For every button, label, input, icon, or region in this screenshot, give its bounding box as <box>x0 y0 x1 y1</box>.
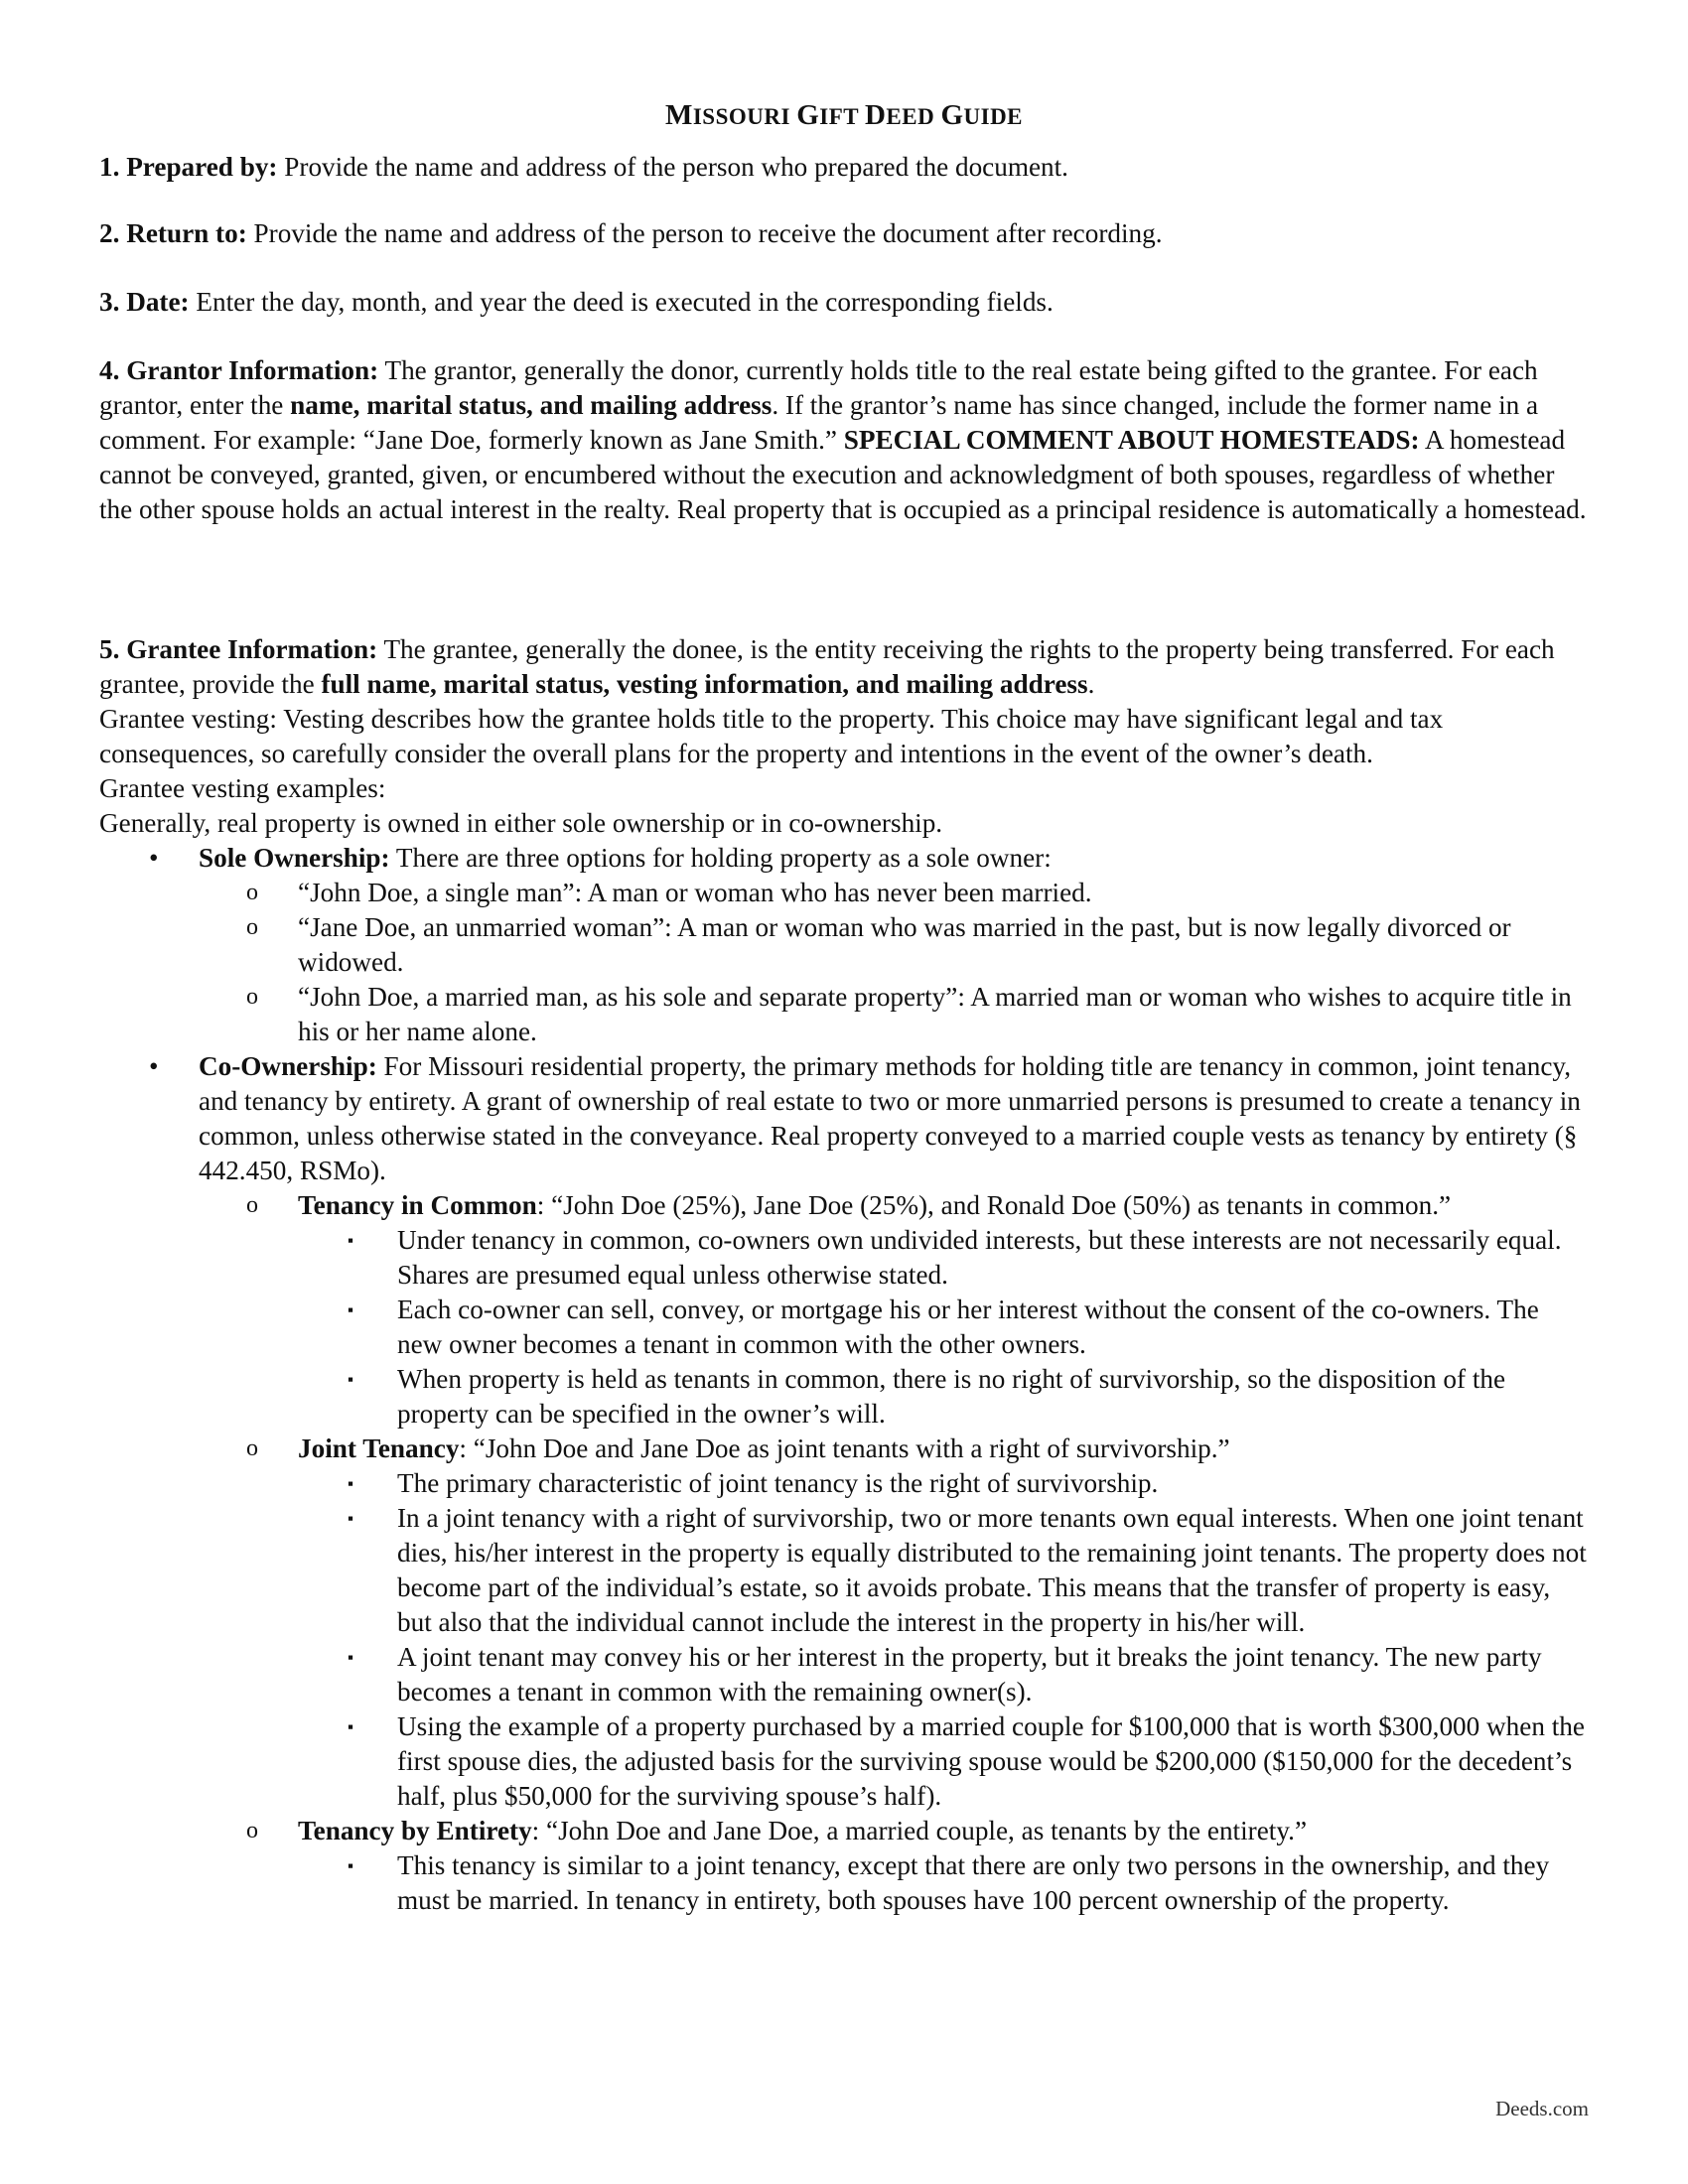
list-item: ▪ The primary characteristic of joint tenancy is the right of survivorship. <box>348 1468 1159 1498</box>
ownership-intro: Generally, real property is owned in either sole ownership or in co-ownership. <box>99 808 943 838</box>
list-item-tenancy-by-entirety: o Tenancy by Entirety: “John Doe and Jane Doe, a married couple, as tenants by the entirety.” <box>246 1816 1308 1845</box>
section-prepared-by <box>99 150 1589 185</box>
list-item: ▪ In a joint tenancy with a right of survivorship, two or more tenants own equal interests. When one joint tenant dies, his/her interest in the property is equally distributed to the remaining joint tenants. The property does not become part of the individual’s estate, so it avoids probate. This means that the transfer of property is easy, but also that the individual cannot include the interest in the property in his/her will. <box>348 1503 1587 1637</box>
section-grantor-information: 4. Grantor Information: The grantor, generally the donor, currently holds title to the real estate being gifted to the grantee. For each grantor, enter the name, marital status, and mailing address. If the grantor’s name has since changed, include the former name in a comment. For example: “Jane Doe, formerly known as Jane Smith.” SPECIAL COMMENT ABOUT HOMESTEADS: A homestead cannot be conveyed, granted, given, or encumbered without the execution and acknowledgment of both spouses, regardless of whether the other spouse holds an actual interest in the realty. Real property that is occupied as a principal residence is automatically a homestead. <box>99 355 1587 524</box>
section-grantee-information: 5. Grantee Information: The grantee, generally the donee, is the entity receiving the rights to the property being transferred. For each grantee, provide the full name, marital status, vesting information, and mailing address. Grantee vesting: Vesting describes how the grantee holds title to the property. This choice may have significant legal and tax consequences, so carefully consider the overall plans for the property and intentions in the event of the owner’s death. Grantee vesting examples: Generally, real property is owned in either sole ownership or in co-ownership. <box>99 632 1589 841</box>
list-item: o “Jane Doe, an unmarried woman”: A man or woman who was married in the past, but is now legally divorced or widowed. <box>246 912 1511 977</box>
section-label: 1. Prepared by: <box>99 152 278 182</box>
section-date <box>99 285 1589 320</box>
list-item: o “John Doe, a single man”: A man or woman who has never been married. <box>246 878 1092 907</box>
list-item: ▪ This tenancy is similar to a joint tenancy, except that there are only two persons in the ownership, and they must be married. In tenancy in entirety, both spouses have 100 percent ownership of the property. <box>348 1850 1550 1915</box>
page-title: MISSOURI GIFT DEED GUIDE <box>664 99 1024 131</box>
section-label: 3. Date: <box>99 287 190 317</box>
list-item: ▪ Using the example of a property purchased by a married couple for $100,000 that is worth $300,000 when the first spouse dies, the adjusted basis for the surviving spouse would be $200,000 ($150,000 for the decedent’s half, plus $50,000 for the surviving spouse’s half). <box>348 1711 1585 1811</box>
list-item: ▪ When property is held as tenants in common, there is no right of survivorship, so the disposition of the property can be specified in the owner’s will. <box>348 1364 1506 1429</box>
footer-brand: Deeds.com <box>1495 2097 1589 2120</box>
section-label: 4. Grantor Information: <box>99 355 379 385</box>
section-label: 5. Grantee Information: <box>99 634 378 664</box>
ownership-list <box>99 841 1589 1918</box>
list-item-tenancy-in-common: o Tenancy in Common: “John Doe (25%), Jane Doe (25%), and Ronald Doe (50%) as tenants in common.” <box>246 1190 1452 1220</box>
list-item-sole-ownership: • Sole Ownership: There are three options for holding property as a sole owner: <box>99 841 1589 876</box>
section-label: 2. Return to: <box>99 218 247 248</box>
list-item-co-ownership: • Co-Ownership: For Missouri residential property, the primary methods for holding title are tenancy in common, joint tenancy, and tenancy by entirety. A grant of ownership of real estate to two or more unmarried persons is presumed to create a tenancy in common, unless otherwise stated in the conveyance. Real property conveyed to a married couple vests as tenancy by entirety (§ 442.450, RSMo). <box>149 1051 1581 1185</box>
section-text: Provide the name and address of the person to receive the document after recording. <box>246 218 1163 248</box>
list-item: ▪ Each co-owner can sell, convey, or mortgage his or her interest without the consent of the co-owners. The new owner becomes a tenant in common with the other owners. <box>348 1295 1539 1359</box>
section-return-to <box>99 216 1589 251</box>
list-item-joint-tenancy: o Joint Tenancy: “John Doe and Jane Doe as joint tenants with a right of survivorship.” <box>246 1433 1230 1463</box>
list-item: ▪ A joint tenant may convey his or her interest in the property, but it breaks the joint tenancy. The new party becomes a tenant in common with the remaining owner(s). <box>348 1642 1542 1706</box>
list-item: o “John Doe, a married man, as his sole and separate property”: A married man or woman who wishes to acquire title in his or her name alone. <box>246 982 1572 1046</box>
vesting-examples-heading: Grantee vesting examples: <box>99 773 386 803</box>
section-text: Provide the name and address of the person who prepared the document. <box>277 152 1068 182</box>
list-item: ▪ Under tenancy in common, co-owners own undivided interests, but these interests are not necessarily equal. Shares are presumed equal unless otherwise stated. <box>348 1225 1562 1290</box>
vesting-paragraph: Grantee vesting: Vesting describes how the grantee holds title to the property. This choice may have significant legal and tax consequences, so carefully consider the overall plans for the property and intentions in the event of the owner’s death. <box>99 704 1444 768</box>
bullet-marker: • <box>149 1051 159 1081</box>
section-text: Enter the day, month, and year the deed is executed in the corresponding fields. <box>189 287 1054 317</box>
bullet-marker: • <box>149 843 159 873</box>
